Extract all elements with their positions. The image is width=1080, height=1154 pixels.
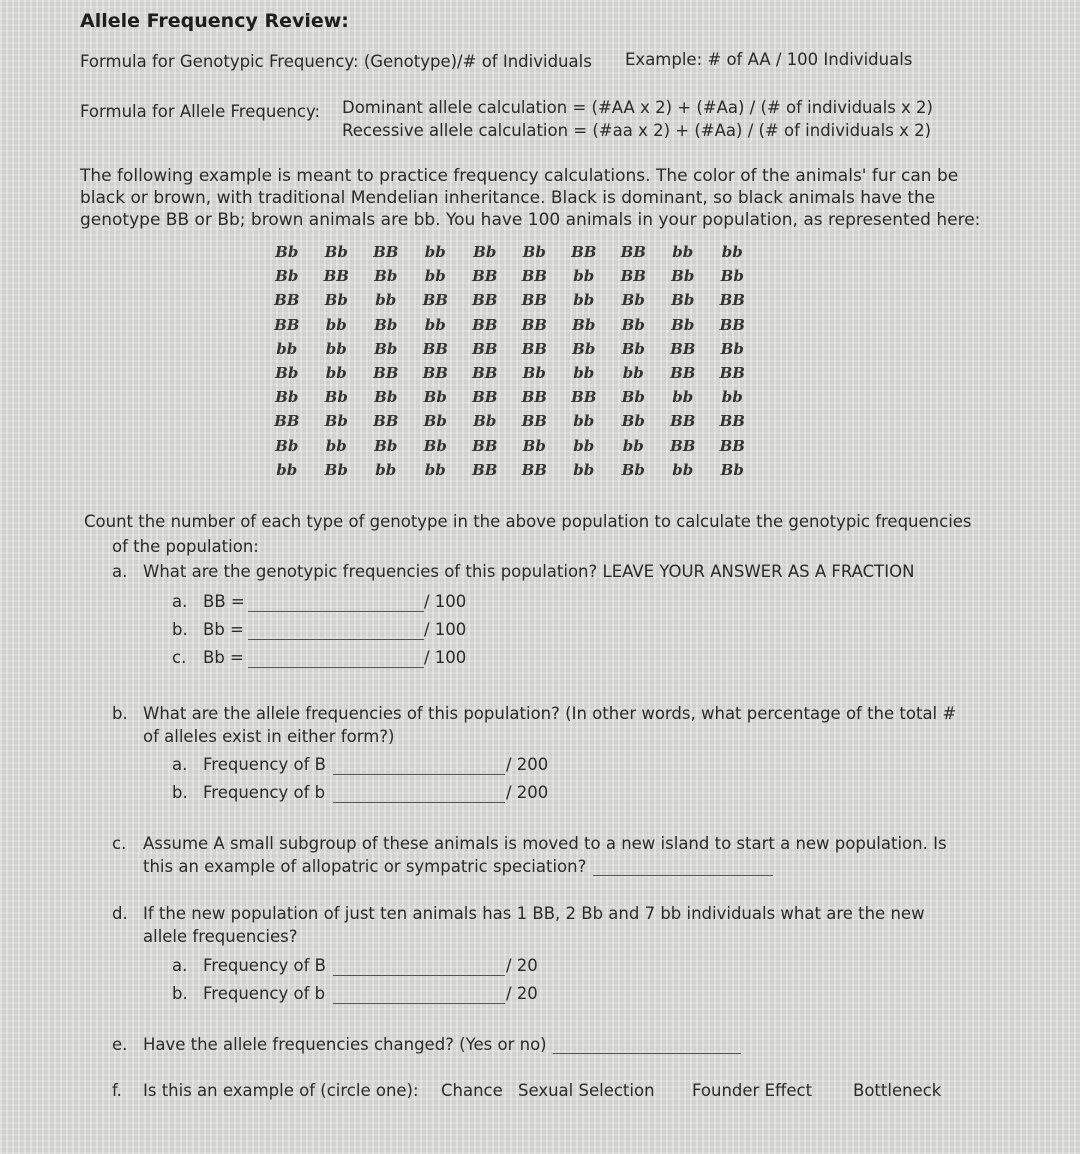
answer-item-letter: b. <box>172 783 188 802</box>
genotype-cell: Bb <box>324 412 348 431</box>
genotype-cell: Bb <box>423 412 447 431</box>
answer-item-label: Frequency of B <box>203 956 326 975</box>
intro-line: genotype BB or Bb; brown animals are bb. You have 100 animals in your population, as represented here: <box>80 210 981 230</box>
genotype-cell: Bb <box>621 412 645 431</box>
genotype-cell: bb <box>276 460 298 479</box>
choice-sexual-selection[interactable]: Sexual Selection <box>518 1081 655 1100</box>
genotype-cell: BB <box>521 388 547 407</box>
genotype-cell: BB <box>323 267 349 286</box>
population-grid-row <box>262 288 757 312</box>
genotype-cell: Bb <box>275 436 299 455</box>
genotype-cell: BB <box>422 364 448 383</box>
population-grid-row <box>262 409 757 433</box>
population-grid-row <box>262 337 757 361</box>
population-grid-row <box>262 313 757 337</box>
freq-b-dominant-blank[interactable] <box>333 758 505 775</box>
genotype-cell: bb <box>622 436 644 455</box>
genotype-cell: Bb <box>324 243 348 262</box>
genotype-cell: BB <box>274 315 300 334</box>
answer-denominator: / 20 <box>506 956 538 975</box>
genotype-cell: bb <box>721 388 743 407</box>
dominant-allele-formula: Dominant allele calculation = (#AA x 2) + (#Aa) / (# of individuals x 2) <box>342 98 933 117</box>
genotype-cell: Bb <box>275 364 299 383</box>
genotype-cell: bb <box>622 364 644 383</box>
answer-item-label: Frequency of b <box>203 984 326 1003</box>
answer-item-letter: b. <box>172 620 188 639</box>
genotype-cell: Bb <box>572 315 596 334</box>
genotype-cell: BB <box>719 412 745 431</box>
genotypic-example: Example: # of AA / 100 Individuals <box>625 50 913 69</box>
genotype-cell: bb <box>276 339 298 358</box>
genotype-cell: BB <box>620 267 646 286</box>
question-a-letter: a. <box>112 562 128 581</box>
genotype-cell: bb <box>424 315 446 334</box>
genotype-cell: Bb <box>473 412 497 431</box>
genotype-cell: BB <box>521 267 547 286</box>
question-e-text: Have the allele frequencies changed? (Yes or no) <box>143 1035 547 1054</box>
answer-item-letter: a. <box>172 755 188 774</box>
genotype-cell: BB <box>472 388 498 407</box>
genotype-cell: BB <box>521 339 547 358</box>
question-b-letter: b. <box>112 704 128 723</box>
genotype-cell: bb <box>325 364 347 383</box>
genotype-cell: BB <box>571 388 597 407</box>
genotype-cell: Bb <box>275 267 299 286</box>
speciation-answer-blank[interactable] <box>593 859 773 876</box>
genotype-cell: bb <box>672 243 694 262</box>
answer-denominator: / 100 <box>424 592 467 611</box>
population-grid-row <box>262 385 757 409</box>
genotype-cell: BB <box>472 436 498 455</box>
genotype-cell: bb <box>573 436 595 455</box>
genotype-cell: BB <box>373 364 399 383</box>
genotype-cell: BB <box>521 412 547 431</box>
genotype-cell: bb <box>573 460 595 479</box>
population-grid <box>262 240 757 482</box>
question-d-text-cont: allele frequencies? <box>143 927 298 946</box>
genotype-cell: bb <box>325 436 347 455</box>
genotype-cell: Bb <box>324 460 348 479</box>
question-b-text-cont: of alleles exist in either form?) <box>143 727 395 746</box>
genotype-cell: Bb <box>374 436 398 455</box>
genotype-cell: Bb <box>324 291 348 310</box>
genotype-cell: Bb <box>324 388 348 407</box>
genotype-cell: bb <box>672 388 694 407</box>
genotype-cell: BB <box>373 243 399 262</box>
answer-item-label: Bb = <box>203 620 244 639</box>
genotype-cell: BB <box>472 364 498 383</box>
genotype-cell: Bb <box>671 315 695 334</box>
genotype-cell: BB <box>521 315 547 334</box>
genotype-cell: bb <box>375 460 397 479</box>
answer-denominator: / 20 <box>506 984 538 1003</box>
genotype-cell: BB <box>521 460 547 479</box>
genotype-cell: BB <box>670 436 696 455</box>
genotype-cell: BB <box>670 364 696 383</box>
question-e-letter: e. <box>112 1035 128 1054</box>
genotype-cell: BB <box>422 291 448 310</box>
genotype-cell: BB <box>719 315 745 334</box>
question-f-text: Is this an example of (circle one): <box>143 1081 419 1100</box>
recessive-allele-formula: Recessive allele calculation = (#aa x 2) + (#Aa) / (# of individuals x 2) <box>342 121 932 140</box>
genotype-cell: BB <box>472 315 498 334</box>
genotype-cell: bb <box>424 243 446 262</box>
choice-chance[interactable]: Chance <box>441 1081 503 1100</box>
genotype-cell: bb <box>573 267 595 286</box>
genotype-cell: BB <box>670 339 696 358</box>
count-instruction: Count the number of each type of genotype in the above population to calculate the genotypic frequencies <box>84 512 972 531</box>
genotype-cell: bb <box>573 364 595 383</box>
genotype-cell: Bb <box>572 339 596 358</box>
genotype-cell: Bb <box>522 436 546 455</box>
allele-formula-label: Formula for Allele Frequency: <box>80 102 321 121</box>
intro-paragraph <box>80 165 981 231</box>
genotype-cell: bb <box>375 291 397 310</box>
choice-bottleneck[interactable]: Bottleneck <box>853 1081 942 1100</box>
genotype-cell: Bb <box>671 291 695 310</box>
answer-denominator: / 100 <box>424 620 467 639</box>
genotype-cell: Bb <box>374 388 398 407</box>
genotype-cell: BB <box>373 412 399 431</box>
genotype-cell: bb <box>325 315 347 334</box>
genotype-cell: BB <box>472 339 498 358</box>
genotype-cell: Bb <box>621 460 645 479</box>
page-title: Allele Frequency Review: <box>80 10 349 32</box>
genotype-cell: BB <box>719 436 745 455</box>
genotype-cell: Bb <box>720 460 744 479</box>
genotype-cell: bb <box>424 460 446 479</box>
genotype-cell: BB <box>274 412 300 431</box>
answer-item-letter: c. <box>172 648 187 667</box>
question-a-text: What are the genotypic frequencies of this population? LEAVE YOUR ANSWER AS A FRACTION <box>143 562 915 581</box>
genotype-cell: Bb <box>621 315 645 334</box>
genotype-cell: BB <box>719 291 745 310</box>
answer-item-label: Frequency of B <box>203 755 326 774</box>
genotype-cell: BB <box>571 243 597 262</box>
question-c-letter: c. <box>112 834 127 853</box>
new-freq-b-recessive-blank[interactable] <box>333 987 505 1004</box>
genotype-cell: Bb <box>423 388 447 407</box>
changed-answer-blank[interactable] <box>553 1037 741 1054</box>
bb-hetero-answer-blank[interactable] <box>248 623 424 640</box>
population-grid-row <box>262 458 757 482</box>
genotype-cell: Bb <box>473 243 497 262</box>
intro-line: The following example is meant to practice frequency calculations. The color of the animals' fur can be <box>80 166 959 186</box>
genotype-cell: bb <box>573 291 595 310</box>
population-grid-row <box>262 240 757 264</box>
genotype-cell: bb <box>573 412 595 431</box>
answer-denominator: / 100 <box>424 648 467 667</box>
population-grid-row <box>262 361 757 385</box>
bb-recessive-answer-blank[interactable] <box>248 651 424 668</box>
genotype-cell: Bb <box>621 339 645 358</box>
question-d-letter: d. <box>112 904 128 923</box>
genotypic-formula: Formula for Genotypic Frequency: (Genotype)/# of Individuals <box>80 52 592 71</box>
genotype-cell: BB <box>472 267 498 286</box>
question-b-text: What are the allele frequencies of this population? (In other words, what percentage of the total # <box>143 704 957 723</box>
genotype-cell: Bb <box>374 267 398 286</box>
population-grid-row <box>262 264 757 288</box>
new-freq-b-dominant-blank[interactable] <box>333 959 505 976</box>
genotype-cell: BB <box>521 291 547 310</box>
genotype-cell: Bb <box>275 243 299 262</box>
question-d-text: If the new population of just ten animals has 1 BB, 2 Bb and 7 bb individuals what are the new <box>143 904 925 923</box>
genotype-cell: bb <box>325 339 347 358</box>
answer-item-label: Frequency of b <box>203 783 326 802</box>
choice-founder-effect[interactable]: Founder Effect <box>692 1081 813 1100</box>
answer-item-letter: a. <box>172 592 188 611</box>
bb-answer-blank[interactable] <box>248 595 424 612</box>
answer-item-label: BB = <box>203 592 245 611</box>
genotype-cell: Bb <box>374 315 398 334</box>
freq-b-recessive-blank[interactable] <box>333 786 505 803</box>
genotype-cell: BB <box>472 460 498 479</box>
answer-denominator: / 200 <box>506 755 549 774</box>
genotype-cell: BB <box>472 291 498 310</box>
genotype-cell: bb <box>424 267 446 286</box>
answer-item-label: Bb = <box>203 648 244 667</box>
question-c-text-cont: this an example of allopatric or sympatric speciation? <box>143 857 587 876</box>
genotype-cell: Bb <box>621 388 645 407</box>
genotype-cell: Bb <box>671 267 695 286</box>
genotype-cell: BB <box>620 243 646 262</box>
genotype-cell: Bb <box>275 388 299 407</box>
genotype-cell: BB <box>719 364 745 383</box>
genotype-cell: BB <box>670 412 696 431</box>
genotype-cell: BB <box>274 291 300 310</box>
genotype-cell: BB <box>422 339 448 358</box>
genotype-cell: Bb <box>522 364 546 383</box>
count-instruction-cont: of the population: <box>112 537 259 556</box>
answer-item-letter: b. <box>172 984 188 1003</box>
genotype-cell: Bb <box>522 243 546 262</box>
genotype-cell: Bb <box>720 339 744 358</box>
population-grid-row <box>262 434 757 458</box>
intro-line: black or brown, with traditional Mendelian inheritance. Black is dominant, so black animals have the <box>80 188 936 208</box>
answer-item-letter: a. <box>172 956 188 975</box>
genotype-cell: Bb <box>423 436 447 455</box>
genotype-cell: Bb <box>720 267 744 286</box>
genotype-cell: bb <box>721 243 743 262</box>
genotype-cell: Bb <box>621 291 645 310</box>
answer-denominator: / 200 <box>506 783 549 802</box>
genotype-cell: bb <box>672 460 694 479</box>
genotype-cell: Bb <box>374 339 398 358</box>
question-c-text: Assume A small subgroup of these animals is moved to a new island to start a new population. Is <box>143 834 947 853</box>
question-f-letter: f. <box>112 1081 122 1100</box>
